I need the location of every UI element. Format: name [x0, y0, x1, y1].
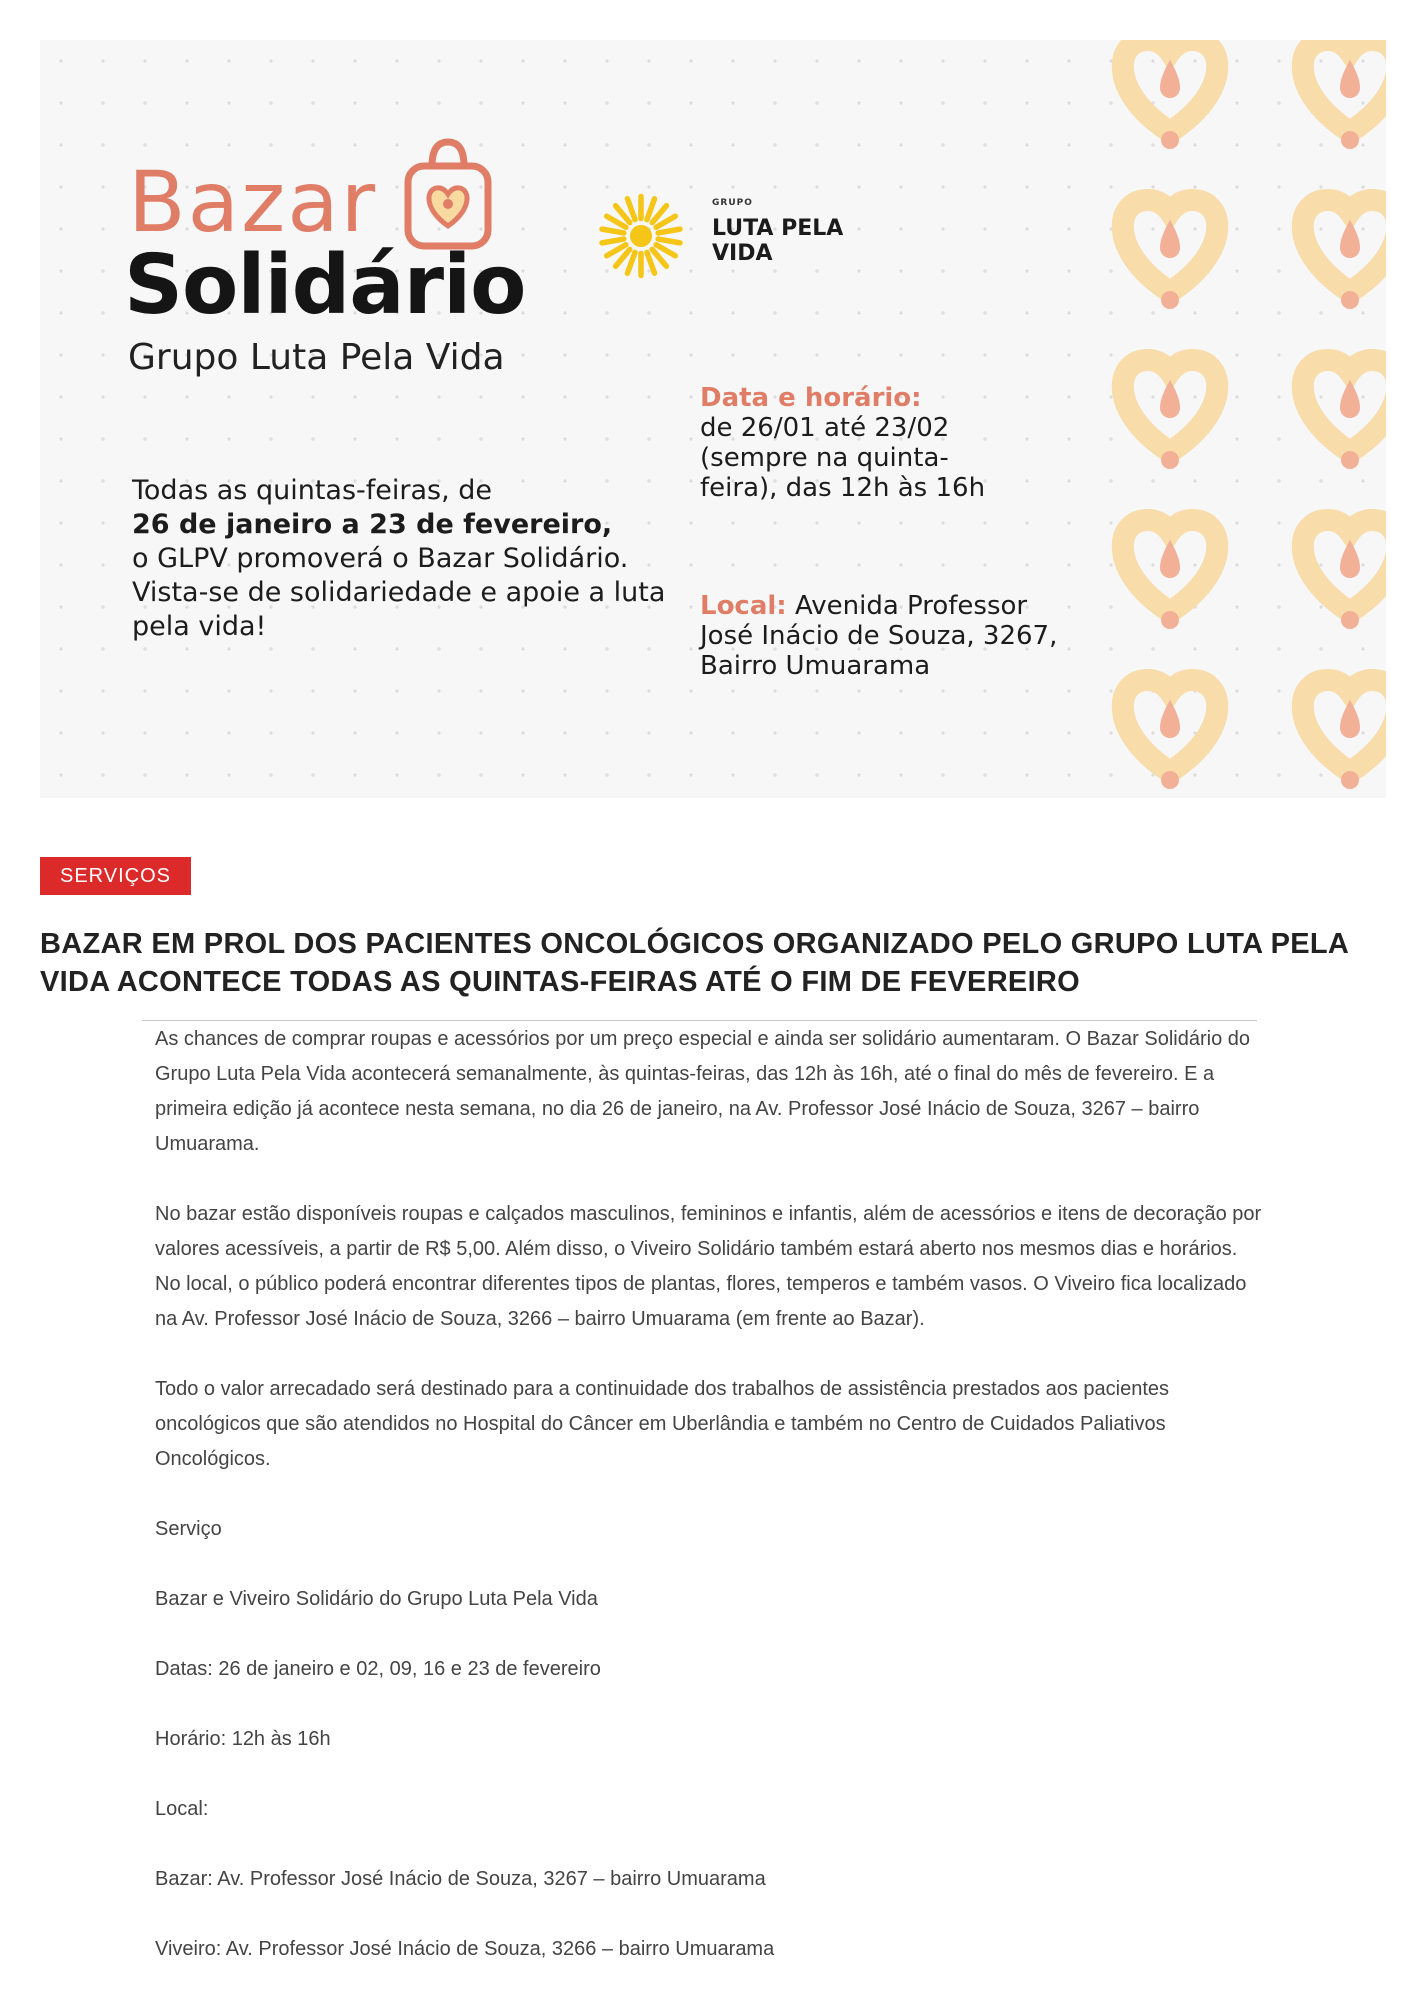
heart-pattern-decoration — [1090, 40, 1386, 798]
place-block — [700, 591, 1060, 681]
date-block — [700, 383, 1000, 503]
sun-logo-icon — [595, 190, 687, 282]
article-paragraph: Horário: 12h às 16h — [155, 1728, 331, 1750]
article-paragraph: Datas: 26 de janeiro e 02, 09, 16 e 23 de fevereiro — [155, 1658, 601, 1680]
article-body — [155, 1022, 1265, 2002]
banner-title-solidario: Solidário — [124, 238, 526, 333]
hero-banner-image — [40, 40, 1386, 798]
category-badge[interactable]: SERVIÇOS — [40, 857, 191, 895]
article-paragraph: Bazar: Av. Professor José Inácio de Souza, 3267 – bairro Umuarama — [155, 1868, 766, 1890]
banner-title-bazar: Bazar — [128, 153, 378, 251]
article-paragraph: As chances de comprar roupas e acessórios por um preço especial e ainda ser solidário aumentaram. O Bazar Solidário do Grupo Luta Pela Vida acontecerá semanalmente, às quintas-feiras, das 12h às 16h, até o final do mês de fevereiro. E a primeira edição já acontece nesta semana, no dia 26 de janeiro, na Av. Professor José Inácio de Souza, 3267 – bairro Umuarama. — [155, 1028, 1250, 1155]
article-paragraph: Serviço — [155, 1518, 222, 1540]
date-label: Data e horário: — [700, 383, 922, 413]
logo-text: LUTA PELA VIDA — [712, 216, 844, 266]
article-paragraph: Viveiro: Av. Professor José Inácio de Souza, 3266 – bairro Umuarama — [155, 1938, 775, 1960]
date-text: de 26/01 até 23/02 (sempre na quinta-feira), das 12h às 16h — [700, 413, 986, 503]
place-label: Local: — [700, 591, 787, 621]
article-paragraph: Todo o valor arrecadado será destinado para a continuidade dos trabalhos de assistência prestados aos pacientes oncológicos que são atendidos no Hospital do Câncer em Uberlândia e também no Centro de Cuidados Paliativos Oncológicos. — [155, 1378, 1169, 1470]
divider — [142, 1020, 1257, 1021]
article-paragraph: No bazar estão disponíveis roupas e calçados masculinos, femininos e infantis, além de acessórios e itens de decoração por valores acessíveis, a partir de R$ 5,00. Além disso, o Viveiro Solidário também estará aberto nos mesmos dias e horários. No local, o público poderá encontrar diferentes tipos de plantas, flores, temperos e também vasos. O Viveiro fica localizado na Av. Professor José Inácio de Souza, 3266 – bairro Umuarama (em frente ao Bazar). — [155, 1203, 1262, 1330]
banner-description: Todas as quintas-feiras, de 26 de janeiro a 23 de fevereiro, o GLPV promoverá o Bazar Solidário. Vista-se de solidariedade e apoie a luta pela vida! — [132, 475, 666, 642]
banner-subtitle: Grupo Luta Pela Vida — [128, 337, 505, 378]
article-headline: BAZAR EM PROL DOS PACIENTES ONCOLÓGICOS ORGANIZADO PELO GRUPO LUTA PELA VIDA ACONTECE TODAS AS QUINTAS-FEIRAS ATÉ O FIM DE FEVEREIRO — [40, 928, 1349, 998]
place-text: Avenida Professor José Inácio de Souza, 3267, Bairro Umuarama — [700, 591, 1058, 681]
article-paragraph: Local: — [155, 1798, 209, 1820]
article-paragraph: Bazar e Viveiro Solidário do Grupo Luta Pela Vida — [155, 1588, 598, 1610]
logo-small-label: GRUPO — [712, 198, 753, 208]
shopping-bag-heart-icon — [402, 136, 494, 252]
